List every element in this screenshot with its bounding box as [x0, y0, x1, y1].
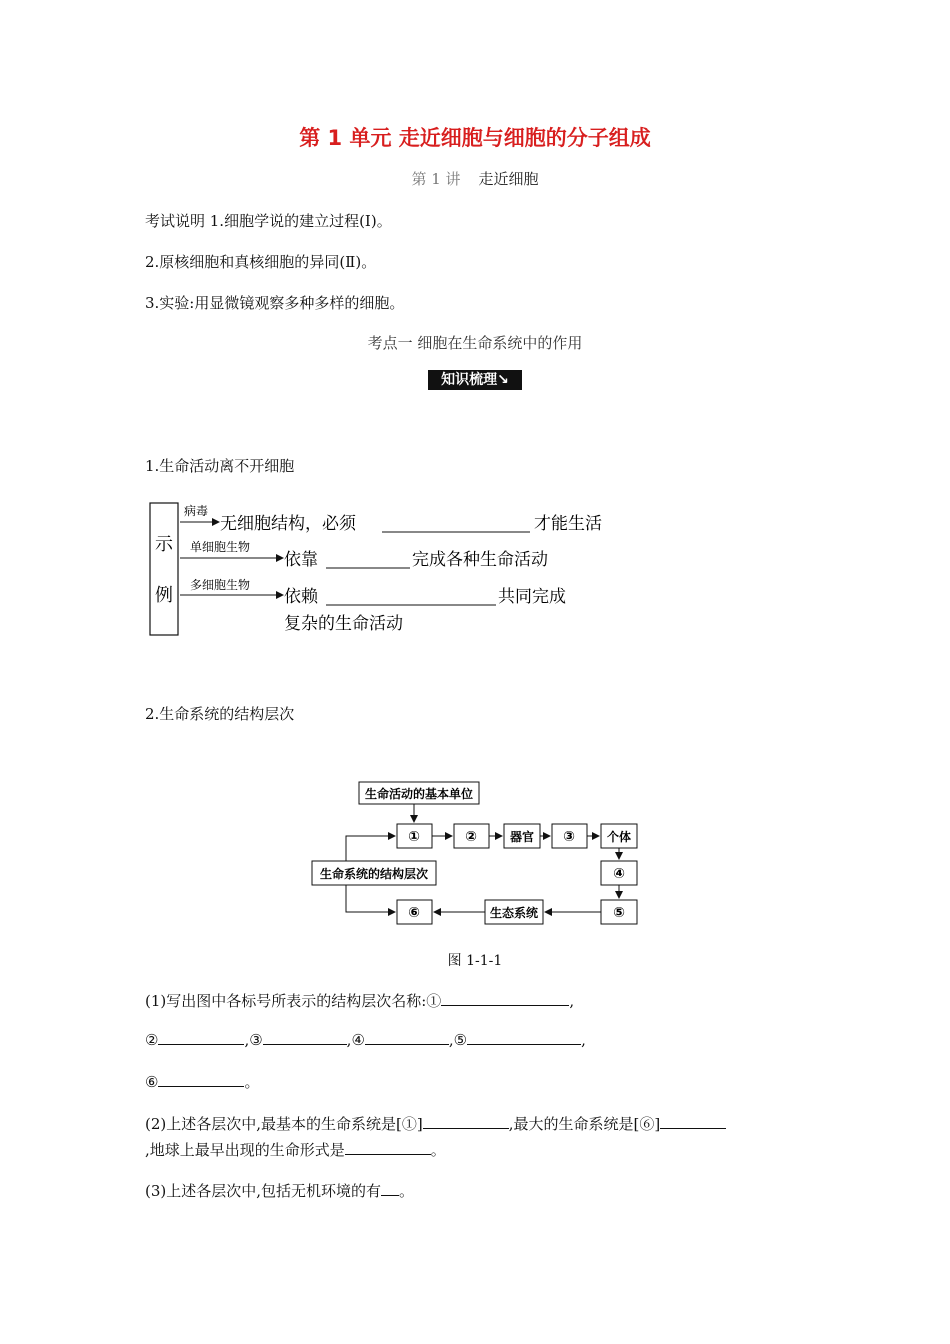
multi-arrowhead [276, 591, 284, 599]
q1-period: 。 [244, 1073, 260, 1091]
unicell-text-a: 依靠 [284, 550, 318, 570]
life-system-diagram [300, 775, 650, 935]
question-2-line-2 [145, 1139, 446, 1160]
example-label-bottom: 例 [155, 585, 173, 606]
life-activity-diagram [140, 495, 640, 645]
q1-label-3: ,③ [244, 1031, 263, 1049]
blank-9[interactable] [345, 1140, 431, 1155]
q3-text: (3)上述各层次中,包括无机环境的有 [145, 1182, 382, 1200]
unicell-label: 单细胞生物 [190, 540, 251, 554]
q1-comma-2: , [581, 1031, 586, 1049]
unicell-text-b: 完成各种生命活动 [412, 550, 548, 570]
arrow-levels-to-1 [346, 836, 395, 861]
q2-period: 。 [430, 1141, 446, 1159]
lecture-title [0, 168, 950, 189]
organ-label: 器官 [509, 830, 535, 844]
question-1-line-2 [145, 1030, 586, 1049]
section-heading: 考点一 细胞在生命系统中的作用 [367, 334, 583, 352]
blank-8[interactable] [660, 1114, 726, 1129]
q2-text-a: (2)上述各层次中,最基本的生命系统是[①] [145, 1115, 423, 1133]
exam-line-1: 考试说明 1.细胞学说的建立过程(Ⅰ)。 [145, 212, 392, 230]
q1-label-6: ⑥ [145, 1073, 159, 1091]
level-1-label: ① [408, 829, 420, 845]
question-2-line-1 [145, 1113, 726, 1134]
multi-text-c: 复杂的生命活动 [284, 614, 403, 634]
blank-10[interactable] [381, 1181, 399, 1196]
level-4-label: ④ [613, 866, 625, 882]
q3-period: 。 [399, 1182, 415, 1200]
q1-comma: , [569, 992, 575, 1010]
lecture-name: 走近细胞 [478, 170, 539, 188]
unit-title: 第 1 单元 走近细胞与细胞的分子组成 [299, 126, 651, 150]
q2-text-c: ,地球上最早出现的生命形式是 [145, 1141, 345, 1159]
virus-text-b: 才能生活 [534, 514, 602, 534]
question-1-line-1 [145, 990, 574, 1011]
multi-text-b: 共同完成 [498, 587, 566, 607]
exam-line-3: 3.实验:用显微镜观察多种多样的细胞。 [145, 294, 405, 312]
level-5-label: ⑤ [613, 905, 625, 921]
exam-line-2: 2.原核细胞和真核细胞的异同(Ⅱ)。 [145, 253, 377, 271]
figure-caption: 图 1-1-1 [447, 953, 503, 969]
blank-6[interactable] [158, 1072, 244, 1087]
level-3-label: ③ [563, 829, 575, 845]
virus-text-a: 无细胞结构，必须 [220, 514, 356, 534]
lecture-number: 第 1 讲 [411, 170, 461, 188]
multi-label: 多细胞生物 [190, 578, 251, 592]
virus-arrowhead [212, 518, 220, 526]
example-bracket [150, 503, 178, 635]
virus-label: 病毒 [184, 504, 209, 518]
q1-label-2: ② [145, 1031, 159, 1049]
level-2-label: ② [465, 829, 477, 845]
question-3-line [145, 1180, 414, 1201]
blank-2[interactable] [158, 1030, 244, 1045]
part1-heading: 1.生命活动离不开细胞 [145, 457, 295, 475]
levels-label: 生命系统的结构层次 [319, 867, 429, 881]
blank-7[interactable] [423, 1114, 509, 1129]
multi-text-a: 依赖 [284, 587, 318, 607]
blank-1[interactable] [441, 991, 569, 1006]
example-label-top: 示 [155, 534, 173, 555]
ecosystem-label: 生态系统 [489, 906, 539, 920]
level-6-label: ⑥ [408, 905, 420, 921]
question-1-line-3 [145, 1071, 259, 1092]
q1-text: (1)写出图中各标号所表示的结构层次名称:① [145, 992, 442, 1010]
individual-label: 个体 [606, 830, 632, 844]
arrow-levels-to-6 [346, 885, 395, 912]
blank-3[interactable] [263, 1030, 347, 1045]
q1-label-5: ,⑤ [448, 1031, 468, 1049]
knowledge-badge: 知识梳理↘ [428, 370, 522, 390]
blank-4[interactable] [365, 1030, 449, 1045]
basic-unit-label: 生命活动的基本单位 [364, 787, 474, 801]
blank-5[interactable] [467, 1030, 581, 1045]
q1-label-4: ,④ [346, 1031, 365, 1049]
unicell-arrowhead [276, 554, 284, 562]
part2-heading: 2.生命系统的结构层次 [145, 705, 295, 723]
q2-text-b: ,最大的生命系统是[⑥] [508, 1115, 661, 1133]
